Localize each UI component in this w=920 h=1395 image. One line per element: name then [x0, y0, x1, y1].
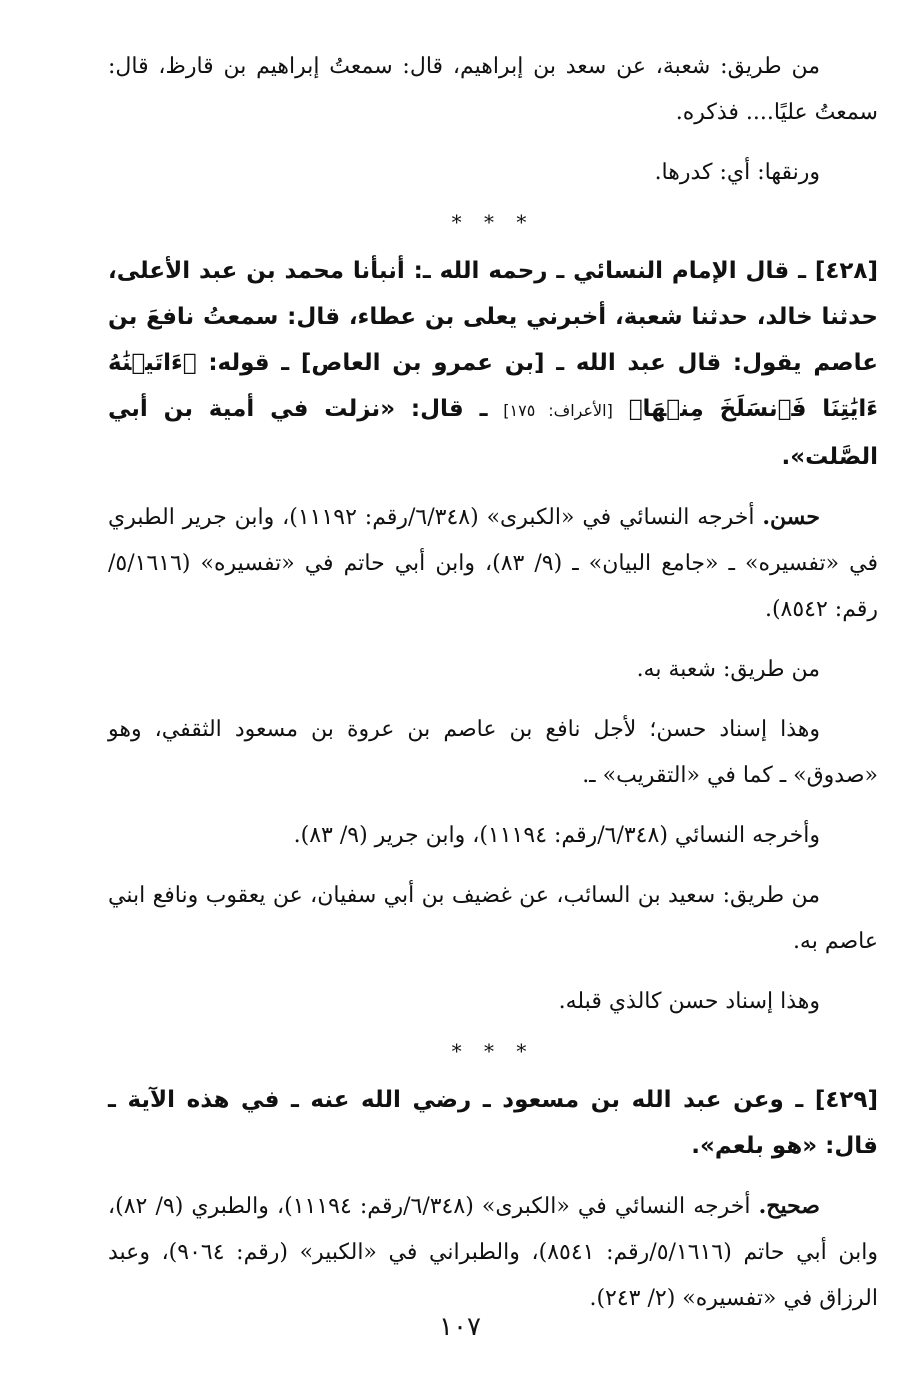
chain-paragraph-3: من طريق: سعيد بن السائب، عن غضيف بن أبي سفيان، عن يعقوب ونافع ابني عاصم به.	[108, 883, 878, 954]
isnad-comment: وهذا إسناد حسن؛ لأجل نافع بن عاصم بن عروة بن مسعود الثقفي، وهو «صدوق» ـ كما في «التقريب» ـ.	[108, 717, 878, 788]
takhrij-paragraph-3	[108, 1183, 878, 1322]
page-number: ١٠٧	[439, 1312, 481, 1342]
section-separator-2: * * *	[451, 1039, 535, 1063]
takhrij-text-3: أخرجه النسائي في «الكبرى» (٦/٣٤٨/رقم: ١١١٩٤)، والطبري (٩/ ٨٢)، وابن أبي حاتم (٥/١٦١٦/رقم: ٨٥٤١)، والطبراني في «الكبير» (رقم: ٩٠٦٤)، وعبد الرزاق في «تفسيره» (٢/ ٢٤٣).	[108, 1194, 878, 1311]
grade-label-2: صحيح.	[758, 1193, 820, 1219]
grade-label: حسن.	[762, 504, 820, 530]
word-gloss: ورنقها: أي: كدرها.	[654, 160, 820, 185]
chain-paragraph: من طريق: شعبة، عن سعد بن إبراهيم، قال: سمعتُ إبراهيم بن قارظ، قال: سمعتُ عليًا.... فذكره.	[108, 54, 878, 125]
hadith-428	[108, 248, 878, 480]
hadith-429: [٤٢٩] ـ وعن عبد الله بن مسعود ـ رضي الله عنه ـ في هذه الآية ـ قال: «هو بلعم».	[108, 1087, 878, 1159]
page-body	[108, 44, 878, 1395]
takhrij-paragraph-2: وأخرجه النسائي (٦/٣٤٨/رقم: ١١١٩٤)، وابن جرير (٩/ ٨٣).	[293, 823, 820, 848]
takhrij-paragraph-1	[108, 494, 878, 633]
isnad-comment-2: وهذا إسناد حسن كالذي قبله.	[558, 989, 820, 1014]
hadith-428-text-end: ـ قال: «نزلت في أمية بن أبي الصَّلت».	[108, 396, 878, 470]
hadith-428-text: [٤٢٨] ـ قال الإمام النسائي ـ رحمه الله ـ: أنبأنا محمد بن عبد الأعلى، حدثنا خالد، حدثنا شعبة، أخبرني يعلى بن عطاء، قال: سمعتُ نافعَ بن عاصم يقول: قال عبد الله ـ [بن عمرو بن العاص] ـ قوله: ﴿ءَاتَيۡنَٰهُ ءَايَٰتِنَا فَٱنسَلَخَ مِنۡهَا﴾	[108, 258, 878, 422]
takhrij-text: أخرجه النسائي في «الكبرى» (٦/٣٤٨/رقم: ١١١٩٢)، وابن جرير الطبري في «تفسيره» ـ «جامع البيان» ـ (٩/ ٨٣)، وابن أبي حاتم في «تفسيره» (٥/١٦١٦/رقم: ٨٥٤٢).	[108, 505, 879, 622]
quran-reference: [الأعراف: ١٧٥]	[503, 401, 613, 420]
chain-paragraph-2: من طريق: شعبة به.	[636, 657, 820, 682]
section-separator: * * *	[451, 210, 535, 234]
